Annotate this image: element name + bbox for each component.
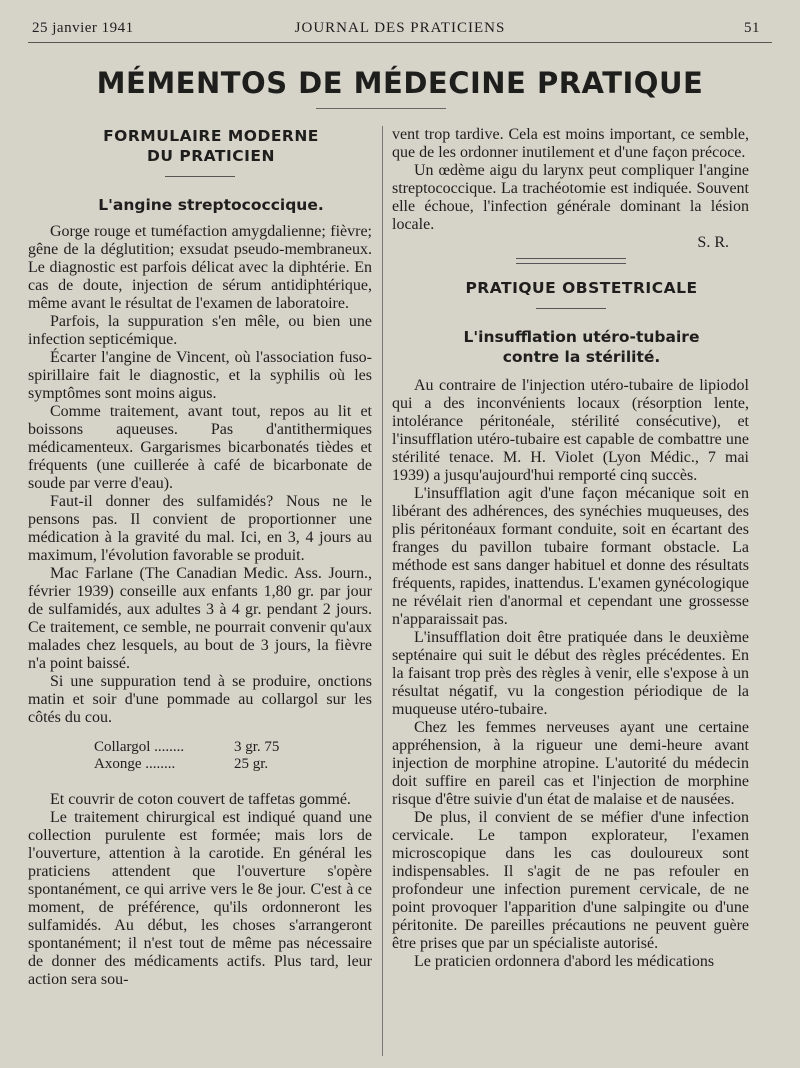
section-rule [536,308,606,309]
left-column [28,126,372,989]
paragraph: vent trop tardive. Cela est moins important, ce semble, que de les ordonner inutilement et d'une façon précoce. [392,126,749,161]
header-page-number: 51 [744,20,760,36]
right-column [392,126,749,971]
paragraph: Le traitement chirurgical est indiqué quand une collection purulente est formée; mais lors de l'ouverture, attention à la carotide. En général les praticiens attendent que l'ouverture s'opère spontanément, ce qui arrive vers le 8e jour. C'est à ce moment, de préférence, qu'ils ordonneront les sulfamidés. Au début, les choses s'arrangeront spontanément; il n'est tout de même pas nécessaire de donner des médicaments actifs. Plus tard, leur action sera sou- [28,809,372,988]
paragraph: Le praticien ordonnera d'abord les médications [414,953,715,970]
running-header [28,20,772,43]
paragraph: Gorge rouge et tuméfaction amygdalienne; fièvre; gêne de la déglutition; exsudat pseudo-membraneux. Le diagnostic est parfois délicat avec la diphtérie. En cas de doute, injection de sérum antidiphtérique, même avant le résultat de l'examen de laboratoire. [28,223,372,312]
section-heading-line2: DU PRATICIEN [147,147,275,165]
paragraph: Faut-il donner des sulfamidés? Nous ne le pensons pas. Il convient de proportionner une médication à la gravité du mal. Ici, en 3, 4 jours au maximum, l'évolution favorable se produit. [28,493,372,564]
paragraph: Comme traitement, avant tout, repos au lit et boissons aqueuses. Pas d'antithermiques médicamenteux. Gargarismes bicarbonatés tièdes et fréquents (une cuillerée à café de bicarbonate de soude par verre d'eau). [28,403,372,492]
ingredient-quantity: 3 gr. 75 [234,739,280,755]
paragraph: L'insufflation agit d'une façon mécanique soit en libérant des adhérences, des synéchies muqueuses, des plis péritonéaux formant conduite, soit en écartant des franges du pavillon tubaire formant obstacle. La méthode est sans danger habituel et donne des résultats fréquents, rapides, inattendus. L'examen gynécologique ne révélait rien d'anormal et cependant une grossesse n'apparaissait pas. [392,485,749,628]
section-heading-line1: FORMULAIRE MODERNE [103,127,319,145]
ingredient-name: Axonge ........ [94,756,176,772]
author-signature: S. R. [697,234,729,251]
paragraph: Chez les femmes nerveuses ayant une certaine appréhension, à la rigueur une demi-heure avant injection de morphine atropine. L'autorité du médecin doit suffire en pareil cas et l'injection de morphine risque d'être suivie d'un état de malaise et de nausées. [392,719,749,808]
page-title: MÉMENTOS DE MÉDECINE PRATIQUE [96,66,704,100]
paragraph: Si une suppuration tend à se produire, onctions matin et soir d'une pommade au collargol sur les côtés du cou. [28,673,372,726]
title-underline [316,108,446,109]
paragraph: Un œdème aigu du larynx peut compliquer l'angine streptococcique. La trachéotomie est indiquée. Souvent elle échoue, l'infection générale dominant la lésion locale. [392,162,749,233]
article-title-line2: contre la stérilité. [502,348,661,366]
article-title-line1: L'insufflation utéro-tubaire [463,328,700,346]
double-rule [516,258,626,264]
ingredient-name: Collargol ........ [94,739,185,755]
column-divider [382,126,383,1056]
paragraph: Mac Farlane (The Canadian Medic. Ass. Journ., février 1939) conseille aux enfants 1,80 gr. par jour de sulfamidés, aux adultes 3 à 4 gr. pendant 2 jours. Ce traitement, ce semble, ne pourrait convenir qu'aux malades chez lesquels, au bout de 3 jours, la fièvre n'a point baissé. [28,565,372,672]
formula-row [94,739,372,756]
section-heading: PRATIQUE OBSTETRICALE [465,279,698,297]
paragraph: Parfois, la suppuration s'en mêle, ou bien une infection septicémique. [28,313,372,348]
paragraph: Et couvrir de coton couvert de taffetas gommé. [50,791,351,808]
section-rule [165,176,235,177]
header-date: 25 janvier 1941 [32,20,134,36]
header-journal-name: JOURNAL DES PRATICIENS [294,20,506,36]
ingredient-quantity: 25 gr. [234,756,269,772]
paragraph: De plus, il convient de se méfier d'une infection cervicale. Le tampon explorateur, l'examen microscopique dans les cas douloureux sont indispensables. Il s'agit de ne pas refouler en profondeur une infection purement cervicale, de ne point provoquer l'apparition d'une salpingite ou d'une péritonite. De pareilles précautions ne peuvent guère être prises que par un spécialiste autorisé. [392,809,749,952]
article-title: L'angine streptococcique. [98,196,324,214]
formula-row [94,756,372,773]
paragraph: L'insufflation doit être pratiquée dans le deuxième septénaire qui suit le début des règles précédentes. En la faisant trop près des règles à venir, elle s'expose à un résultat négatif, vu la congestion périodique de la muqueuse utéro-tubaire. [392,629,749,718]
paragraph: Écarter l'angine de Vincent, où l'association fuso-spirillaire fait le diagnostic, et la syphilis où les symptômes sont moins aigus. [28,349,372,402]
prescription-formula [94,739,372,773]
paragraph: Au contraire de l'injection utéro-tubaire de lipiodol qui a des inconvénients locaux (résorption lente, intolérance péritonéale, stérilité consécutive), et l'insufflation utéro-tubaire est capable de combattre une stérilité tenace. M. H. Violet (Lyon Médic., 7 mai 1939) a jusqu'aujourd'hui remporté cinq succès. [392,377,749,484]
